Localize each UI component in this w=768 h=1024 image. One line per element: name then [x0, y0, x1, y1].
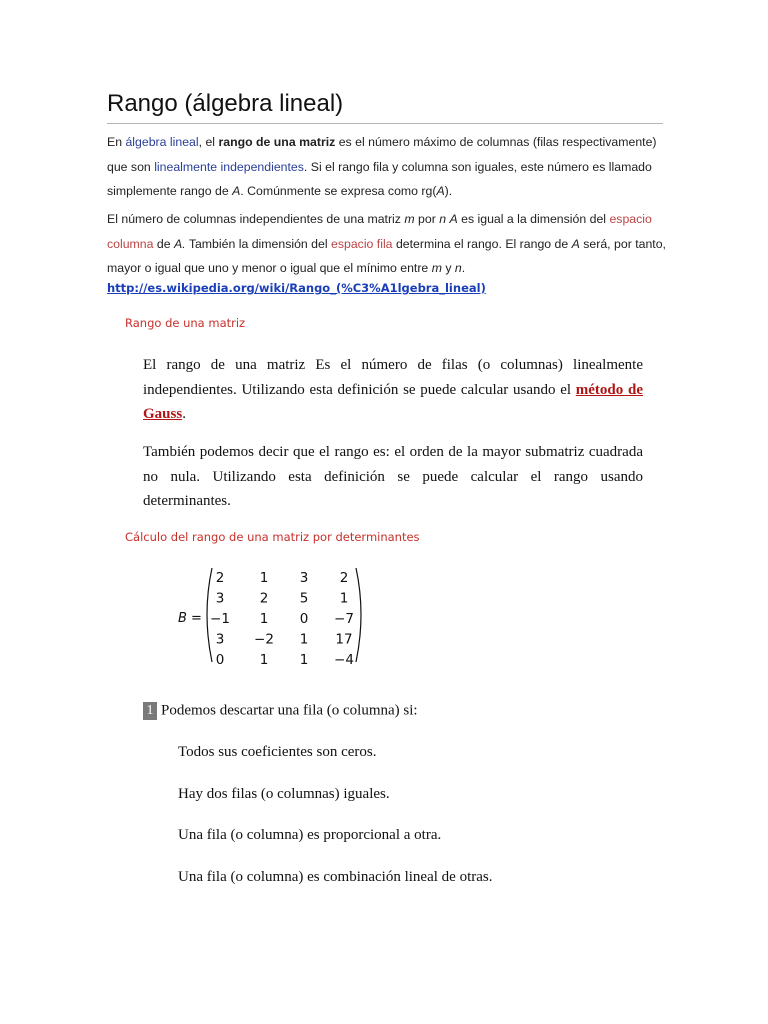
- matrix-cell: 5: [299, 590, 309, 607]
- matrix-cell: 3: [215, 590, 225, 607]
- section-heading-determinantes: Cálculo del rango de una matriz por determinantes: [125, 530, 420, 544]
- rango-definition-paragraph: El rango de una matriz Es el número de filas (o columnas) linealmente independientes. Utilizando esta definición se puede calcular usando el método de Gauss.: [143, 357, 643, 422]
- matrix-b: [170, 562, 370, 672]
- matrix-cell: 1: [339, 590, 349, 607]
- metodo-gauss-link[interactable]: método de Gauss: [143, 381, 643, 422]
- matrix-label: B =: [178, 611, 202, 626]
- step-text: Podemos descartar una fila (o columna) si:: [161, 702, 418, 719]
- matrix-cell: −7: [334, 611, 354, 627]
- matrix-cell: 3: [215, 631, 225, 648]
- wikipedia-url-link[interactable]: http://es.wikipedia.org/wiki/Rango_(%C3%A1lgebra_lineal): [107, 281, 486, 295]
- matrix-cell: 2: [259, 590, 269, 607]
- matrix-cell: −1: [210, 611, 230, 627]
- matrix-cell: −2: [254, 631, 274, 648]
- matrix-cell: 2: [339, 570, 349, 586]
- section-heading-rango: Rango de una matriz: [125, 316, 246, 330]
- link-espacio-fila[interactable]: espacio fila: [331, 236, 393, 251]
- link-linealmente-independientes[interactable]: linealmente independientes: [154, 159, 304, 174]
- condition-item: Hay dos filas (o columnas) iguales.: [178, 786, 390, 802]
- intro-paragraph: En álgebra lineal, el rango de una matriz es el número máximo de columnas (filas respectivamente) que son linealmente independientes. Si el rango fila y columna son iguales, este número es llamado simplemente rango de A. Comúnmente se expresa como rg(A).: [107, 135, 657, 198]
- matrix-cell: 3: [299, 570, 309, 586]
- matrix-right-bracket: [356, 568, 361, 662]
- matrix-cell: 1: [299, 652, 309, 668]
- step-1: [143, 702, 418, 720]
- matrix-cell: −4: [334, 652, 354, 668]
- matrix-cell: 1: [259, 611, 269, 627]
- page-title: Rango (álgebra lineal): [107, 88, 663, 124]
- condition-item: Una fila (o columna) es proporcional a otra.: [178, 827, 442, 843]
- step-number-badge: 1: [143, 702, 157, 720]
- link-espacio-columna[interactable]: espacio columna: [107, 212, 652, 251]
- matrix-cell: 17: [335, 631, 353, 648]
- submatriz-paragraph: También podemos decir que el rango es: el orden de la mayor submatriz cuadrada no nula. Utilizando esta definición se puede calcular el rango usando determinantes.: [143, 444, 643, 509]
- condition-item: Todos sus coeficientes son ceros.: [178, 744, 377, 760]
- condition-item: Una fila (o columna) es combinación lineal de otras.: [178, 869, 493, 885]
- link-algebra-lineal[interactable]: álgebra lineal: [125, 135, 199, 149]
- matrix-cell: 1: [299, 631, 309, 648]
- matrix-cell: 1: [259, 570, 269, 586]
- columns-paragraph: El número de columnas independientes de una matriz m por n A es igual a la dimensión del espacio columna de A. También la dimensión del espacio fila determina el rango. El rango de A será, por tanto, mayor o igual que uno y menor o igual que el mínimo entre m y n.: [107, 212, 666, 275]
- matrix-cell: 0: [215, 652, 225, 668]
- matrix-cell: 1: [259, 652, 269, 668]
- matrix-cell: 2: [215, 570, 225, 586]
- matrix-cell: 0: [299, 611, 309, 627]
